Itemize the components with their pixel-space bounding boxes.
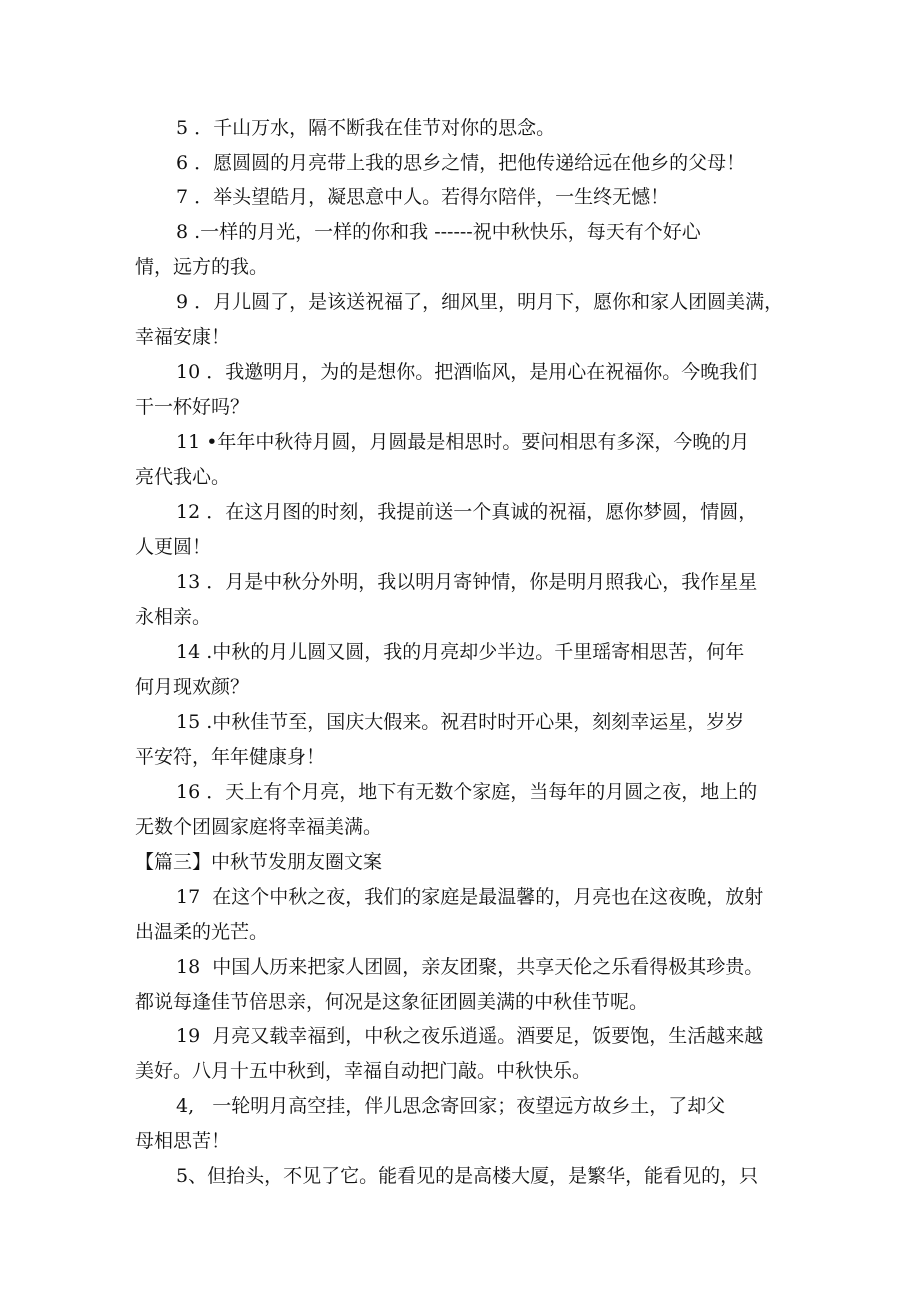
text-line: 16 ．天上有个月亮，地下有无数个家庭，当每年的月圆之夜，地上的 bbox=[176, 781, 758, 803]
text-line: 永相亲。 bbox=[135, 606, 212, 628]
text-line: 干一杯好吗？ bbox=[135, 396, 250, 418]
text-line: 17 在这个中秋之夜，我们的家庭是最温馨的，月亮也在这夜晚，放射 bbox=[176, 886, 764, 908]
text-line: 7 ．举头望皓月，凝思意中人。若得尔陪伴，一生终无憾！ bbox=[176, 186, 670, 208]
text-line: 14 .中秋的月儿圆又圆，我的月亮却少半边。千里瑶寄相思苦，何年 bbox=[176, 641, 745, 663]
text-line: 11 •年年中秋待月圆，月圆最是相思时。要问相思有多深，今晚的月 bbox=[176, 431, 750, 453]
text-line: 10 ．我邀明月，为的是想你。把酒临风，是用心在祝福你。今晚我们 bbox=[176, 361, 758, 383]
text-line: 18 中国人历来把家人团圆，亲友团聚，共享天伦之乐看得极其珍贵。 bbox=[176, 956, 764, 978]
text-line: 何月现欢颜？ bbox=[135, 676, 250, 698]
text-line: 19 月亮又载幸福到，中秋之夜乐逍遥。酒要足，饭要饱，生活越来越 bbox=[176, 1025, 764, 1047]
text-line: 亮代我心。 bbox=[135, 466, 231, 488]
text-line: 无数个团圆家庭将幸福美满。 bbox=[135, 816, 383, 838]
text-line: 5 ．千山万水，隔不断我在佳节对你的思念。 bbox=[176, 117, 556, 139]
text-line: 6 ．愿圆圆的月亮带上我的思乡之情，把他传递给远在他乡的父母！ bbox=[176, 152, 746, 174]
text-line: 9 ．月儿圆了，是该送祝福了，细风里，明月下，愿你和家人团圆美满， bbox=[176, 291, 784, 313]
text-line: 情，远方的我。 bbox=[135, 256, 269, 278]
text-line: 13 ．月是中秋分外明，我以明月寄钟情，你是明月照我心，我作星星 bbox=[176, 571, 758, 593]
text-line: 8 .一样的月光，一样的你和我 ------祝中秋快乐，每天有个好心 bbox=[176, 221, 701, 243]
text-line: 12 ．在这月图的时刻，我提前送一个真诚的祝福，愿你梦圆，情圆， bbox=[176, 501, 758, 523]
text-line: 幸福安康！ bbox=[135, 326, 231, 348]
text-line: 美好。八月十五中秋到，幸福自动把门敲。中秋快乐。 bbox=[135, 1060, 592, 1082]
text-line: 15 .中秋佳节至，国庆大假来。祝君时时开心果，刻刻幸运星，岁岁 bbox=[176, 711, 745, 733]
text-line: 母相思苦！ bbox=[135, 1130, 231, 1152]
text-line: 平安符，年年健康身！ bbox=[135, 746, 326, 768]
text-line: 出温柔的光芒。 bbox=[135, 921, 269, 943]
text-line: 都说每逢佳节倍思亲，何况是这象征团圆美满的中秋佳节呢。 bbox=[135, 991, 649, 1013]
section-heading: 【篇三】中秋节发朋友圈文案 bbox=[135, 851, 383, 873]
text-line: 4, 一轮明月高空挂，伴儿思念寄回家；夜望远方故乡土，了却父 bbox=[176, 1095, 726, 1117]
text-line: 人更圆！ bbox=[135, 536, 212, 558]
text-line: 5、但抬头，不见了它。能看见的是高楼大厦，是繁华，能看见的，只 bbox=[176, 1165, 759, 1187]
